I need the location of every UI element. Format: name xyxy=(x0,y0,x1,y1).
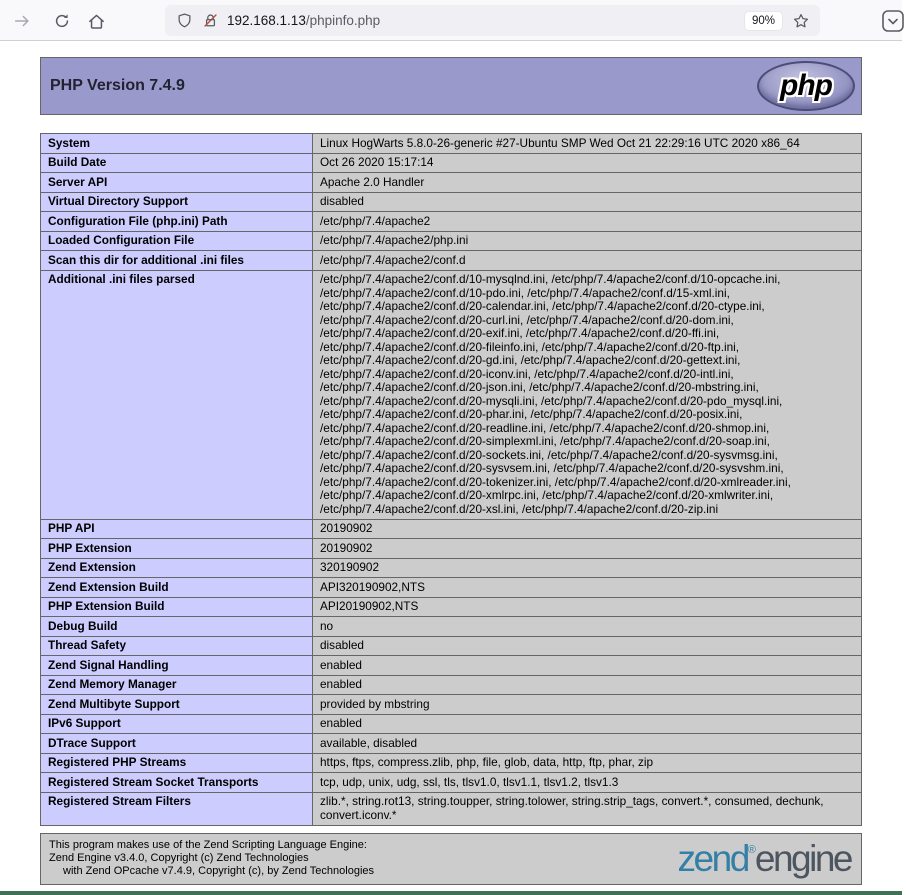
table-row xyxy=(41,773,862,793)
table-row xyxy=(41,675,862,695)
info-value: API320190902,NTS xyxy=(313,578,862,598)
info-value: tcp, udp, unix, udg, ssl, tls, tlsv1.0, tlsv1.1, tlsv1.2, tlsv1.3 xyxy=(313,773,862,793)
info-value: disabled xyxy=(313,636,862,656)
url-host: 192.168.1.13 xyxy=(227,13,306,28)
info-label: Zend Memory Manager xyxy=(41,675,313,695)
table-row xyxy=(41,656,862,676)
info-value: enabled xyxy=(313,656,862,676)
table-row xyxy=(41,636,862,656)
bottom-edge-bar xyxy=(0,891,902,895)
zend-footer xyxy=(40,833,862,885)
table-row xyxy=(41,753,862,773)
info-label: PHP API xyxy=(41,519,313,539)
table-row xyxy=(41,617,862,637)
info-value: Linux HogWarts 5.8.0-26-generic #27-Ubuntu SMP Wed Oct 21 22:29:16 UTC 2020 x86_64 xyxy=(313,134,862,154)
table-row xyxy=(41,212,862,232)
url-text[interactable] xyxy=(227,13,745,28)
reload-button[interactable] xyxy=(48,7,76,35)
info-value: available, disabled xyxy=(313,734,862,754)
zend-credit-line2: Zend Engine v3.4.0, Copyright (c) Zend Technologies xyxy=(49,852,309,864)
info-value: Apache 2.0 Handler xyxy=(313,173,862,193)
bookmark-star-icon[interactable] xyxy=(788,8,814,34)
info-value: 320190902 xyxy=(313,558,862,578)
zoom-level-badge[interactable]: 90% xyxy=(745,12,782,30)
info-value: 20190902 xyxy=(313,519,862,539)
zend-logo-engine: engine xyxy=(754,838,851,879)
table-row xyxy=(41,251,862,271)
info-label: Debug Build xyxy=(41,617,313,637)
forward-arrow-icon xyxy=(13,12,31,30)
info-value: /etc/php/7.4/apache2/conf.d/10-mysqlnd.ini, /etc/php/7.4/apache2/conf.d/10-opcache.ini, /etc/php/7.4/apache2/conf.d/10-pdo.ini, /etc/php/7.4/apache2/conf.d/15-xml.ini, /etc/php/7.4/apache2/conf.d/20-calendar.ini, /etc/php/7.4/apache2/conf.d/20-ctype.ini, /etc/php/7.4/apache2/conf.d/20-curl.ini, /etc/php/7.4/apache2/conf.d/20-dom.ini, /etc/php/7.4/apache2/conf.d/20-exif.ini, /etc/php/7.4/apache2/conf.d/20-ffi.ini, /etc/php/7.4/apache2/conf.d/20-fileinfo.ini, /etc/php/7.4/apache2/conf.d/20-ftp.ini, /etc/php/7.4/apache2/conf.d/20-gd.ini, /etc/php/7.4/apache2/conf.d/20-gettext.ini, /etc/php/7.4/apache2/conf.d/20-iconv.ini, /etc/php/7.4/apache2/conf.d/20-intl.ini, /etc/php/7.4/apache2/conf.d/20-json.ini, /etc/php/7.4/apache2/conf.d/20-mbstring.ini, /etc/php/7.4/apache2/conf.d/20-mysqli.ini, /etc/php/7.4/apache2/conf.d/20-pdo_mysql.ini, /etc/php/7.4/apache2/conf.d/20-phar.ini, /etc/php/7.4/apache2/conf.d/20-posix.ini, /etc/php/7.4/apache2/conf.d/20-readline.ini, /etc/php/7.4/apache2/conf.d/20-shmop.ini, /etc/php/7.4/apache2/conf.d/20-simplexml.ini, /etc/php/7.4/apache2/conf.d/20-soap.ini, /etc/php/7.4/apache2/conf.d/20-sockets.ini, /etc/php/7.4/apache2/conf.d/20-sysvmsg.ini, /etc/php/7.4/apache2/conf.d/20-sysvsem.ini, /etc/php/7.4/apache2/conf.d/20-sysvshm.ini, /etc/php/7.4/apache2/conf.d/20-tokenizer.ini, /etc/php/7.4/apache2/conf.d/20-xmlreader.ini, /etc/php/7.4/apache2/conf.d/20-xmlrpc.ini, /etc/php/7.4/apache2/conf.d/20-xmlwriter.ini, /etc/php/7.4/apache2/conf.d/20-xsl.ini, /etc/php/7.4/apache2/conf.d/20-zip.ini xyxy=(313,270,862,519)
php-info-table xyxy=(40,133,862,826)
info-value: enabled xyxy=(313,714,862,734)
table-row xyxy=(41,714,862,734)
table-row xyxy=(41,153,862,173)
info-label: Scan this dir for additional .ini files xyxy=(41,251,313,271)
php-logo-text: php xyxy=(780,69,832,102)
table-row xyxy=(41,173,862,193)
info-value: https, ftps, compress.zlib, php, file, glob, data, http, ftp, phar, zip xyxy=(313,753,862,773)
info-value: enabled xyxy=(313,675,862,695)
info-label: Thread Safety xyxy=(41,636,313,656)
info-label: Server API xyxy=(41,173,313,193)
zend-credit-line1: This program makes use of the Zend Scripting Language Engine: xyxy=(49,839,367,851)
zend-credits xyxy=(49,839,374,878)
page-title: PHP Version 7.4.9 xyxy=(50,77,185,94)
info-label: Registered Stream Socket Transports xyxy=(41,773,313,793)
info-label: Registered PHP Streams xyxy=(41,753,313,773)
info-value: /etc/php/7.4/apache2 xyxy=(313,212,862,232)
info-label: Build Date xyxy=(41,153,313,173)
info-label: Loaded Configuration File xyxy=(41,231,313,251)
registered-mark-icon: ® xyxy=(747,844,756,856)
info-label: PHP Extension xyxy=(41,539,313,559)
shield-icon[interactable] xyxy=(171,8,197,34)
php-version-header xyxy=(40,57,862,115)
home-icon xyxy=(87,12,106,31)
chevron-down-icon xyxy=(881,9,905,33)
info-label: Zend Extension Build xyxy=(41,578,313,598)
info-value: /etc/php/7.4/apache2/php.ini xyxy=(313,231,862,251)
table-row xyxy=(41,695,862,715)
forward-button[interactable] xyxy=(8,7,36,35)
info-label: Zend Signal Handling xyxy=(41,656,313,676)
info-label: Configuration File (php.ini) Path xyxy=(41,212,313,232)
table-row xyxy=(41,597,862,617)
table-row xyxy=(41,734,862,754)
table-row xyxy=(41,539,862,559)
phpinfo-page xyxy=(0,41,902,895)
info-value: Oct 26 2020 15:17:14 xyxy=(313,153,862,173)
browser-toolbar xyxy=(0,0,902,41)
info-value: /etc/php/7.4/apache2/conf.d xyxy=(313,251,862,271)
info-value: 20190902 xyxy=(313,539,862,559)
info-label: Zend Multibyte Support xyxy=(41,695,313,715)
table-row xyxy=(41,231,862,251)
info-value: API20190902,NTS xyxy=(313,597,862,617)
info-label: Virtual Directory Support xyxy=(41,192,313,212)
table-row xyxy=(41,270,862,519)
info-value: no xyxy=(313,617,862,637)
php-logo xyxy=(757,61,855,111)
table-row xyxy=(41,792,862,825)
url-path: /phpinfo.php xyxy=(305,13,381,28)
table-row xyxy=(41,578,862,598)
info-label: PHP Extension Build xyxy=(41,597,313,617)
table-row xyxy=(41,558,862,578)
table-row xyxy=(41,519,862,539)
info-label: DTrace Support xyxy=(41,734,313,754)
address-bar[interactable] xyxy=(165,5,820,36)
info-value: provided by mbstring xyxy=(313,695,862,715)
info-value: disabled xyxy=(313,192,862,212)
reload-icon xyxy=(53,12,71,30)
zend-engine-logo xyxy=(678,840,851,877)
table-row xyxy=(41,192,862,212)
zend-credit-line3: with Zend OPcache v7.4.9, Copyright (c), by Zend Technologies xyxy=(63,865,375,877)
info-label: IPv6 Support xyxy=(41,714,313,734)
table-row xyxy=(41,134,862,154)
sidebar-chevron-icon[interactable] xyxy=(880,8,906,34)
info-value: zlib.*, string.rot13, string.toupper, string.tolower, string.strip_tags, convert.*, consumed, dechunk, convert.iconv.* xyxy=(313,792,862,825)
info-label: Additional .ini files parsed xyxy=(41,270,313,519)
info-label: Zend Extension xyxy=(41,558,313,578)
insecure-lock-icon[interactable] xyxy=(197,8,223,34)
home-button[interactable] xyxy=(82,7,110,35)
info-label: System xyxy=(41,134,313,154)
zend-logo-zend: zend xyxy=(677,838,748,879)
info-label: Registered Stream Filters xyxy=(41,792,313,825)
